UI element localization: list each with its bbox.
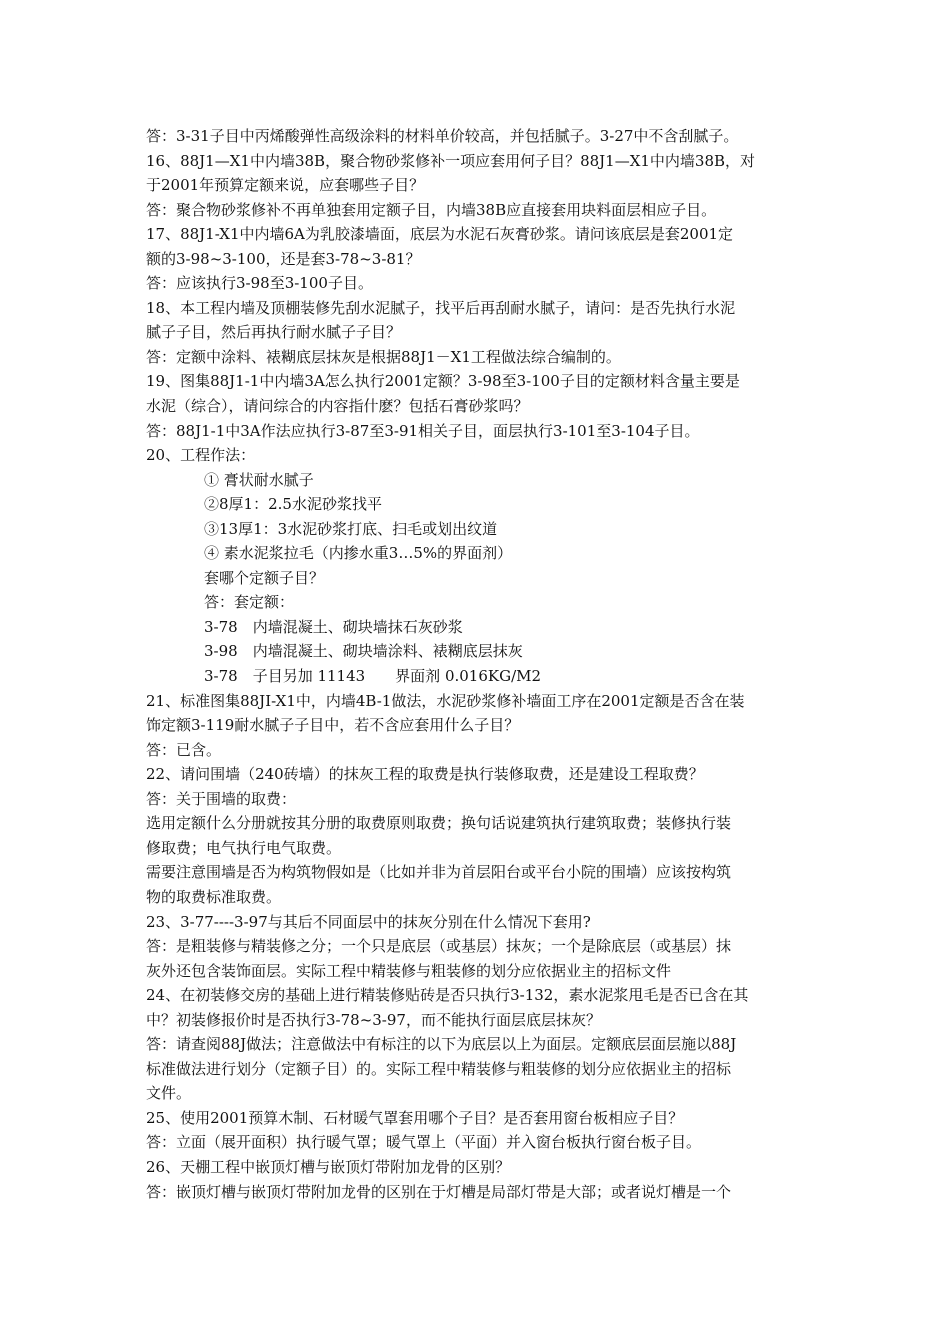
text-line: 答：定额中涂料、裱糊底层抹灰是根据88J1－X1工程做法综合编制的。: [146, 347, 621, 366]
text-line: 答：应该执行3-98至3-100子目。: [146, 274, 373, 293]
text-line: 答：套定额：: [204, 593, 295, 612]
text-line: 饰定额3-119耐水腻子子目中，若不含应套用什么子目？: [146, 716, 520, 735]
text-line: 灰外还包含装饰面层。实际工程中精装修与粗装修的划分应依据业主的招标文件: [146, 961, 672, 980]
text-line: 19、图集88J1-1中内墙3A怎么执行2001定额？3-98至3-100子目的定额材料含量主要是: [146, 372, 740, 391]
text-line: 16、88J1—X1中内墙38B，聚合物砂浆修补一项应套用何子目？88J1—X1中内墙38B，对: [146, 151, 756, 170]
text-line: 需要注意围墙是否为构筑物假如是（比如并非为首层阳台或平台小院的围墙）应该按构筑: [146, 863, 732, 882]
text-line: 修取费；电气执行电气取费。: [146, 838, 342, 857]
document-body: [146, 124, 810, 1204]
text-line: 标准做法进行划分（定额子目）的。实际工程中精装修与粗装修的划分应依据业主的招标: [146, 1059, 732, 1078]
text-line: 18、本工程内墙及顶棚装修先刮水泥腻子，找平后再刮耐水腻子，请问：是否先执行水泥: [146, 298, 736, 317]
text-line: 答：是粗装修与精装修之分；一个只是底层（或基层）抹灰；一个是除底层（或基层）抹: [146, 937, 732, 956]
text-line: 22、请问围墙（240砖墙）的抹灰工程的取费是执行装修取费，还是建设工程取费？: [146, 765, 704, 784]
text-line: 选用定额什么分册就按其分册的取费原则取费；换句话说建筑执行建筑取费；装修执行装: [146, 814, 732, 833]
text-line: 物的取费标准取费。: [146, 887, 282, 906]
text-line: 3-78 子目另加 11143 界面剂 0.016KG/M2: [204, 667, 542, 686]
text-line: 答：聚合物砂浆修补不再单独套用定额子目，内墙38B应直接套用块料面层相应子目。: [146, 200, 717, 219]
text-line: 24、在初装修交房的基础上进行精装修贴砖是否只执行3-132，素水泥浆甩毛是否已含在其: [146, 986, 749, 1005]
text-line: 于2001年预算定额来说，应套哪些子目？: [146, 176, 425, 195]
text-line: 水泥（综合），请问综合的内容指什麽？包括石膏砂浆吗？: [146, 397, 529, 416]
text-line: ②8厚1：2.5水泥砂浆找平: [204, 495, 382, 514]
text-line: 17、88J1-X1中内墙6A为乳胶漆墙面，底层为水泥石灰膏砂浆。请问该底层是套2001定: [146, 225, 734, 244]
text-line: 答：嵌顶灯槽与嵌顶灯带附加龙骨的区别在于灯槽是局部灯带是大部；或者说灯槽是一个: [146, 1182, 732, 1201]
text-line: 文件。: [146, 1084, 192, 1103]
text-line: 套哪个定额子目？: [204, 568, 325, 587]
text-line: 腻子子目，然后再执行耐水腻子子目？: [146, 323, 402, 342]
text-line: 答：立面（展开面积）执行暖气罩；暖气罩上（平面）并入窗台板执行窗台板子目。: [146, 1133, 702, 1152]
text-line: 答：88J1-1中3A作法应执行3-87至3-91相关子目，面层执行3-101至3-104子目。: [146, 421, 700, 440]
text-line: 3-98 内墙混凝土、砌块墙涂料、裱糊底层抹灰: [204, 642, 523, 661]
text-line: 答：已含。: [146, 740, 222, 759]
text-line: 中？初装修报价时是否执行3-78~3-97，而不能执行面层底层抹灰？: [146, 1010, 601, 1029]
text-line: 答：3-31子目中丙烯酸弹性高级涂料的材料单价较高，并包括腻子。3-27中不含刮腻子。: [146, 127, 739, 145]
text-line: 答：关于围墙的取费：: [146, 789, 297, 808]
text-line: 答：请查阅88J做法；注意做法中有标注的以下为底层以上为面层。定额底层面层施以88J: [146, 1035, 737, 1054]
text-line: ① 膏状耐水腻子: [204, 470, 314, 489]
text-line: ③13厚1：3水泥砂浆打底、扫毛或划出纹道: [204, 519, 498, 538]
text-line: 额的3-98~3-100，还是套3-78~3-81？: [146, 249, 421, 268]
text-line: 23、3-77----3-97与其后不同面层中的抹灰分别在什么情况下套用?: [146, 912, 591, 931]
text-line: 21、标准图集88JI-X1中，内墙4B-1做法，水泥砂浆修补墙面工序在2001定额是否含在装: [146, 691, 745, 710]
text-line: ④ 素水泥浆拉毛（内掺水重3…5%的界面剂）: [204, 544, 513, 563]
text-line: 20、工程作法：: [146, 446, 256, 465]
text-line: 3-78 内墙混凝土、砌块墙抹石灰砂浆: [204, 617, 463, 636]
text-line: 25、使用2001预算木制、石材暖气罩套用哪个子目？是否套用窗台板相应子目？: [146, 1108, 684, 1127]
text-line: 26、天棚工程中嵌顶灯槽与嵌顶灯带附加龙骨的区别？: [146, 1157, 511, 1176]
